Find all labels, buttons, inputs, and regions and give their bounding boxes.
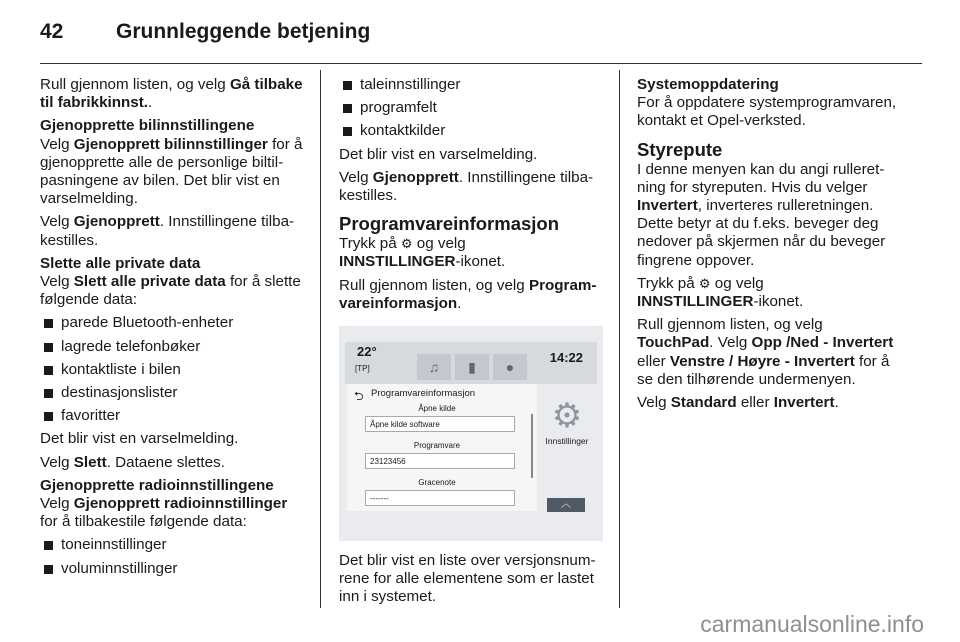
label: Åpne kilde xyxy=(418,404,456,413)
column-2 xyxy=(339,76,603,318)
bullet-icon xyxy=(44,366,53,375)
section-heading: Programvareinformasjon xyxy=(339,213,560,235)
paragraph: Velg Slett. Dataene slettes. xyxy=(40,453,225,471)
status-bar xyxy=(345,342,597,384)
list-item: programfelt xyxy=(339,99,603,117)
watermark: carmanualsonline.info xyxy=(700,611,924,637)
tp-indicator: [TP] xyxy=(355,364,370,373)
paragraph: Det blir vist en varselmelding. xyxy=(339,145,538,163)
image-caption: Det blir vist en liste over versjonsnumrene for alle elementene som er lastet inn i systemet. xyxy=(339,552,596,606)
paragraph: Velg Standard eller Invertert. xyxy=(637,394,839,412)
list-item: lagrede telefonbøker xyxy=(40,338,306,356)
label: Programvare xyxy=(413,441,461,450)
header-rule xyxy=(40,63,922,64)
gear-icon: ⚙ xyxy=(400,236,413,252)
bullet-icon xyxy=(343,104,352,113)
gear-icon: ⚙ xyxy=(698,275,711,291)
paragraph: I denne menyen kan du angi rulleretning for styreputen. Hvis du velger Invertert, inverteres rulleretningen. Dette betyr at du f.eks. beveger deg nedover på skjermen når du beveger fingrene oppover. xyxy=(637,160,886,269)
chevron-up-icon: ︿ xyxy=(547,498,585,512)
column-divider xyxy=(320,70,321,608)
paragraph: Rull gjennom listen, og velg Gå tilbake til fabrikkinnst.. xyxy=(40,76,303,112)
nav-icon: ♫ xyxy=(417,354,451,380)
paragraph: Velg Gjenopprett. Innstillingene tilbakestilles. xyxy=(40,213,295,249)
bullet-icon xyxy=(44,541,53,550)
list-item: voluminnstillinger xyxy=(40,560,306,578)
paragraph: Trykk på ⚙ og velg INNSTILLINGER-ikonet. xyxy=(339,235,506,271)
back-arrow-icon: ⮌ xyxy=(354,389,364,403)
bullet-icon xyxy=(44,319,53,328)
column-3 xyxy=(637,76,902,417)
list-item: taleinnstillinger xyxy=(339,76,603,94)
section-heading: Systemoppdatering xyxy=(637,76,779,93)
panel-title: Programvareinformasjon xyxy=(371,388,476,399)
bullet-icon xyxy=(44,565,53,574)
bullet-icon xyxy=(44,343,53,352)
paragraph: Velg Gjenopprett radioinnstillinger for å tilbakestile følgende data: xyxy=(40,495,288,531)
section-heading: Gjenopprette radioinnstillingene xyxy=(40,476,274,494)
list-item: parede Bluetooth-enheter xyxy=(40,314,306,332)
software-info-panel xyxy=(347,384,537,511)
section-heading: Styrepute xyxy=(637,138,723,160)
section-heading: Slette alle private data xyxy=(40,254,201,272)
field: Åpne kilde software xyxy=(365,416,515,432)
bullet-icon xyxy=(44,389,53,398)
list-item: kontaktliste i bilen xyxy=(40,361,306,379)
phone-icon: ▮ xyxy=(455,354,489,380)
gear-icon: ⚙ xyxy=(551,397,583,435)
settings-button: ⚙ Innstillinger xyxy=(539,396,595,446)
page-title: Grunnleggende betjening xyxy=(116,20,371,43)
scrollbar xyxy=(529,406,535,486)
paragraph: Rull gjennom listen, og velg TouchPad. Velg Opp /Ned - Invertert eller Venstre / Høyre - Invertert for å se den tilhørende undermenyen. xyxy=(637,316,894,388)
bullet-icon xyxy=(44,412,53,421)
page-header xyxy=(40,20,370,52)
field: 23123456 xyxy=(365,453,515,469)
column-1 xyxy=(40,76,306,583)
paragraph: For å oppdatere systemprogramvaren, kontakt et Opel-verksted. xyxy=(637,94,897,130)
field: ------- xyxy=(365,490,515,506)
paragraph: Velg Slett alle private data for å slette følgende data: xyxy=(40,273,301,309)
list-item: kontaktkilder xyxy=(339,122,603,140)
label: Gracenote xyxy=(418,478,456,487)
screen-image xyxy=(339,326,603,541)
temperature: 22° xyxy=(357,344,377,359)
list-item: favoritter xyxy=(40,407,306,425)
column-divider xyxy=(619,70,620,608)
section-heading: Gjenopprette bilinnstillingene xyxy=(40,117,255,135)
page-number: 42 xyxy=(40,20,64,43)
paragraph: Det blir vist en varselmelding. xyxy=(40,430,239,448)
circle-icon: ● xyxy=(493,354,527,380)
paragraph: Trykk på ⚙ og velg INNSTILLINGER-ikonet. xyxy=(637,274,804,311)
paragraph: Velg Gjenopprett. Innstillingene tilbakestilles. xyxy=(339,168,594,205)
list-item: toneinnstillinger xyxy=(40,536,306,554)
paragraph: Velg Gjenopprett bilinnstillinger for å gjenopprette alle de personlige biltilpasningene av bilen. Det blir vist en varselmelding. xyxy=(40,135,303,208)
bullet-icon xyxy=(343,127,352,136)
paragraph: Rull gjennom listen, og velg Programvareinformasjon. xyxy=(339,276,597,312)
bullet-icon xyxy=(343,81,352,90)
list-item: destinasjonslister xyxy=(40,384,306,402)
clock: 14:22 xyxy=(549,350,583,365)
